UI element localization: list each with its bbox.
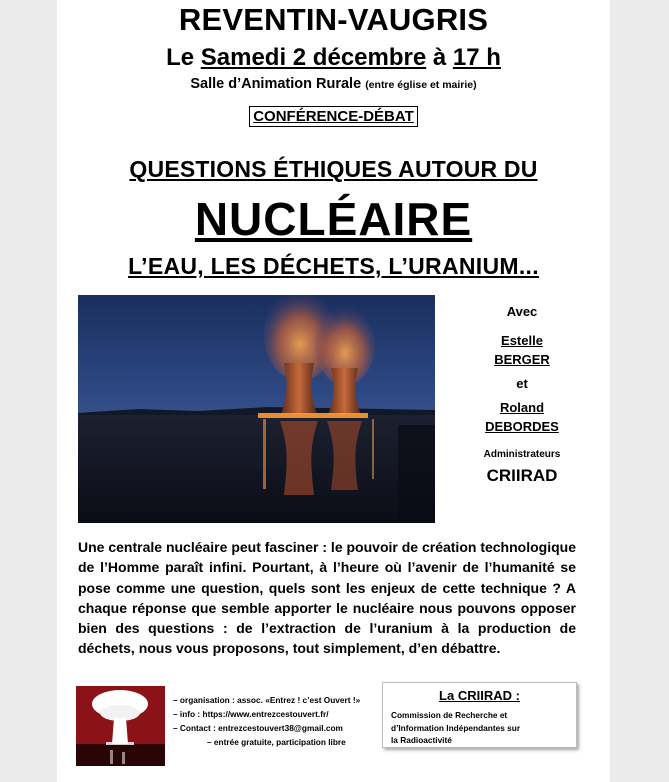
event-venue <box>57 76 610 92</box>
criirad-line-1: Commission de Recherche et <box>391 710 508 720</box>
poster-page <box>57 0 610 782</box>
organiser-info <box>173 693 360 749</box>
info-line: – info : https://www.entrezcestouvert.fr/ <box>173 709 329 719</box>
speakers-conjunction: et <box>516 376 528 391</box>
date-day: Samedi 2 décembre <box>200 44 427 71</box>
speaker-1-first-name: Estelle <box>501 333 543 348</box>
contact-line: – Contact : entrezcestouvert38@gmail.com <box>173 723 343 733</box>
town-name: REVENTIN-VAUGRIS <box>178 2 489 37</box>
nuclear-plant-cooling-towers-photo <box>78 295 435 523</box>
main-title: NUCLÉAIRE <box>194 193 473 245</box>
title-line-3: L’EAU, LES DÉCHETS, L’URANIUM... <box>128 253 539 279</box>
date-at: à <box>432 44 447 71</box>
event-date <box>57 44 610 72</box>
criirad-box-text <box>391 709 520 747</box>
entry-line: – entrée gratuite, participation libre <box>207 737 346 747</box>
event-type-label: CONFÉRENCE-DÉBAT <box>249 106 418 127</box>
criirad-line-3: la Radioactivité <box>391 735 452 745</box>
date-time: 17 h <box>452 44 501 71</box>
speakers-role: Administrateurs <box>483 449 561 460</box>
speaker-1-last-name: BERGER <box>494 352 550 367</box>
criirad-line-2: d’Information Indépendantes sur <box>391 722 521 733</box>
event-type-wrap <box>57 106 610 127</box>
date-prefix: Le <box>166 44 195 71</box>
speakers-intro: Avec <box>506 304 538 319</box>
criirad-box <box>382 682 577 748</box>
title-line-1: QUESTIONS ÉTHIQUES AUTOUR DU <box>129 156 538 182</box>
speakers-organisation: CRIIRAD <box>486 466 558 485</box>
speaker-2-first-name: Roland <box>499 400 545 415</box>
mushroom-cloud-logo <box>76 686 165 766</box>
description-paragraph: Une centrale nucléaire peut fasciner : le pouvoir de création technologique de l’Homme paraît infini. Pourtant, à l’heure où l’avenir de l’humanité se pose comme une question, quels sont les enjeux de cette technique ? A chaque réponse que semble apporter le nucléaire nous pouvons opposer bien des questions : de l’extraction de l’uranium à la production de déchets, nous vous proposons, tout simplement, d’en débattre. <box>78 539 576 657</box>
venue-name: Salle d’Animation Rurale <box>190 76 362 92</box>
criirad-box-title: La CRIIRAD : <box>439 688 520 703</box>
speaker-2-last-name: DEBORDES <box>485 419 559 434</box>
organisation-line: – organisation : assoc. «Entrez ! c’est Ouvert !» <box>173 695 361 705</box>
venue-note: (entre église et mairie) <box>365 79 477 91</box>
